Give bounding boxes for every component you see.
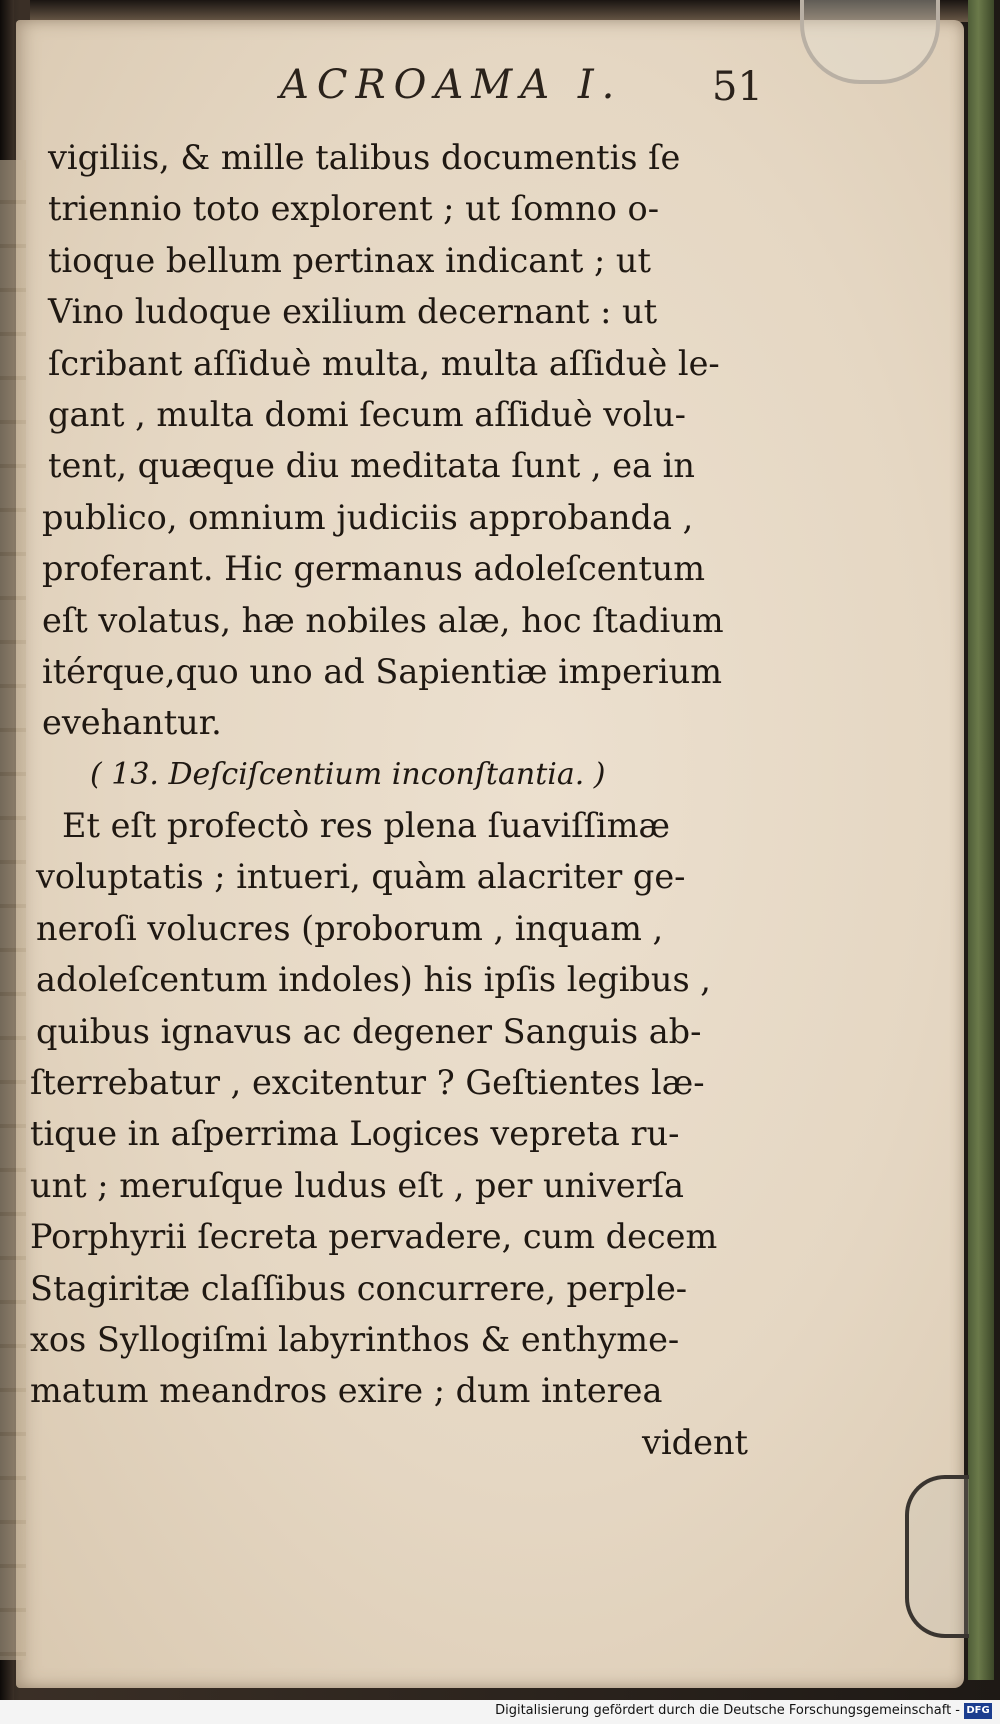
text-line: Et eſt profectò res plena ſuaviſſimæ xyxy=(62,806,671,846)
text-line: eſt volatus, hæ nobiles alæ, hoc ſtadium xyxy=(42,600,724,640)
facing-page-edge xyxy=(0,160,26,1660)
text-line: matum meandros exire ; dum interea xyxy=(30,1371,663,1411)
text-line: unt ; meruſque ludus eſt , per univerſa xyxy=(30,1165,684,1205)
text-line: proferant. Hic germanus adoleſcentum xyxy=(42,549,706,589)
book-cover-edge xyxy=(968,0,994,1680)
text-line: Vino ludoque exilium decernant : ut xyxy=(48,292,658,332)
section-heading: ( 13. Deſciſcentium inconſtantia. ) xyxy=(90,756,606,792)
text-line: Porphyrii ſecreta pervadere, cum decem xyxy=(30,1217,718,1257)
side-clip xyxy=(905,1475,969,1638)
running-head: ACROAMA I. xyxy=(280,62,623,108)
text-line: tioque bellum pertinax indicant ; ut xyxy=(48,240,651,280)
text-line: voluptatis ; intueri, quàm alacriter ge- xyxy=(36,857,686,897)
text-line: evehantur. xyxy=(42,703,222,743)
text-line: quibus ignavus ac degener Sanguis ab- xyxy=(36,1011,702,1051)
text-line: tent, quæque diu meditata ſunt , ea in xyxy=(48,446,695,486)
catchword: vident xyxy=(642,1422,748,1462)
text-line: gant , multa domi ſecum aſſiduè volu- xyxy=(48,394,686,434)
text-line: neroſi volucres (proborum , inquam , xyxy=(36,908,664,948)
funding-credit: Digitalisierung gefördert durch die Deutsche Forschungsgemeinschaft - xyxy=(495,1703,960,1718)
text-line: ſterrebatur , excitentur ? Geſtientes læ- xyxy=(30,1063,705,1103)
text-line: tique in aſperrima Logices vepreta ru- xyxy=(30,1114,680,1154)
dfg-logo: DFG xyxy=(964,1703,992,1719)
text-line: itérque,quo uno ad Sapientiæ imperium xyxy=(42,651,722,691)
body-text xyxy=(30,132,800,1468)
text-line: triennio toto explorent ; ut ſomno o- xyxy=(48,189,660,229)
text-line: xos Syllogiſmi labyrinthos & enthyme- xyxy=(30,1319,680,1359)
text-line: ſcribant aſſiduè multa, multa aſſiduè le- xyxy=(48,343,720,383)
text-line: vigiliis, & mille talibus documentis ſe xyxy=(48,138,681,177)
page-number: 51 xyxy=(712,64,763,110)
text-line: adoleſcentum indoles) his ipſis legibus , xyxy=(36,960,711,1000)
text-line: publico, omnium judiciis approbanda , xyxy=(42,497,694,537)
text-line: Stagiritæ claſſibus concurrere, perple- xyxy=(30,1268,688,1308)
